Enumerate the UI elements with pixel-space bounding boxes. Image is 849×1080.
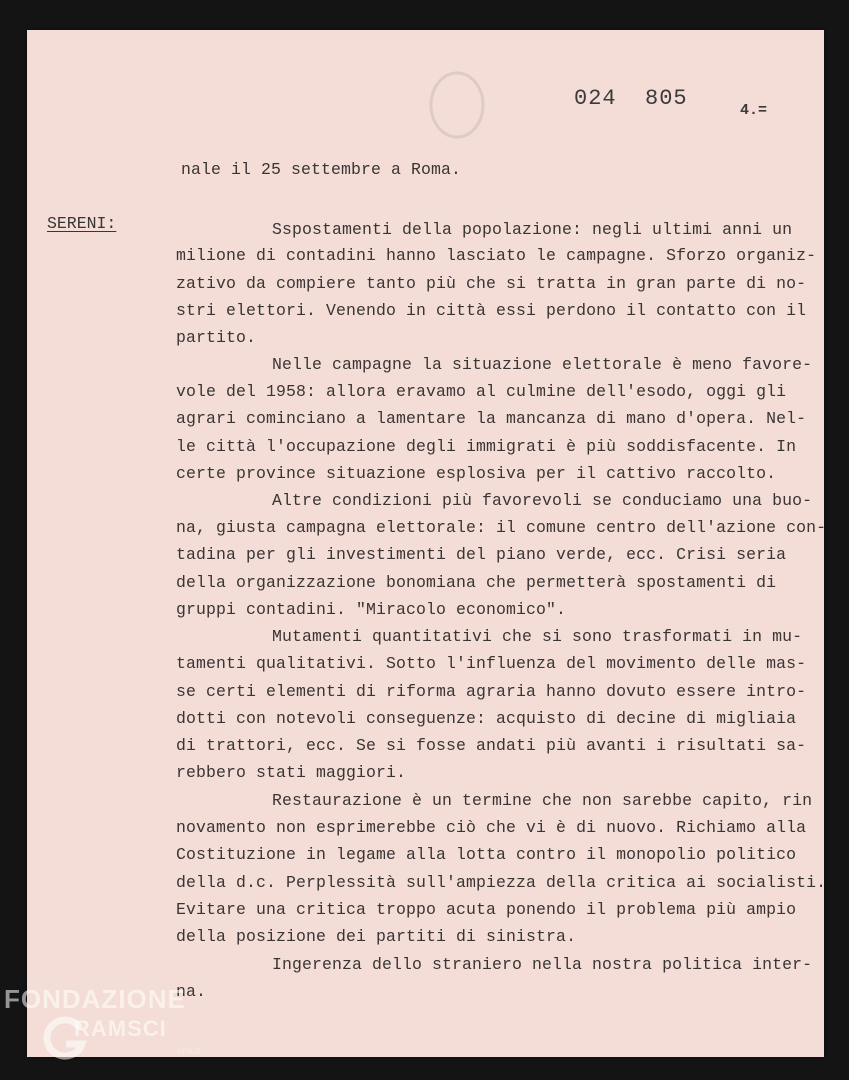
text-line: della organizzazione bonomiana che permetterà spostamenti di <box>176 573 777 592</box>
text-line: partito. <box>176 328 257 347</box>
text-line: certe province situazione esplosiva per il cattivo raccolto. <box>176 464 777 483</box>
text-line: na. <box>176 982 207 1001</box>
text-line: novamento non esprimerebbe ciò che vi è di nuovo. Richiamo alla <box>176 818 807 837</box>
text-line: Costituzione in legame alla lotta contro il monopolio politico <box>176 845 797 864</box>
text-line: zativo da compiere tanto più che si tratta in gran parte di no- <box>176 274 807 293</box>
watermark-line3: onlus <box>177 1046 201 1057</box>
text-line: agrari cominciano a lamentare la mancanza di mano d'opera. Nel- <box>176 409 807 428</box>
text-line: tadina per gli investimenti del piano verde, ecc. Crisi seria <box>176 545 787 564</box>
text-line: Sspostamenti della popolazione: negli ultimi anni un <box>272 220 793 239</box>
text-line: Nelle campagne la situazione elettorale è meno favore- <box>272 355 813 374</box>
text-line: Evitare una critica troppo acuta ponendo il problema più ampio <box>176 900 797 919</box>
text-line: di trattori, ecc. Se si fosse andati più avanti i risultati sa- <box>176 736 807 755</box>
text-line: stri elettori. Venendo in città essi perdono il contatto con il <box>176 301 807 320</box>
text-line: tamenti qualitativi. Sotto l'influenza del movimento delle mas- <box>176 654 807 673</box>
text-line: dotti con notevoli conseguenze: acquisto di decine di migliaia <box>176 709 797 728</box>
speaker-label: SERENI: <box>47 214 117 233</box>
text-line: rebbero stati maggiori. <box>176 763 407 782</box>
watermark-line1: FONDAZIONE <box>4 984 186 1014</box>
page-number: 4.= <box>740 102 768 119</box>
text-line: Altre condizioni più favorevoli se conduciamo una buo- <box>272 491 813 510</box>
text-line: na, giusta campagna elettorale: il comune centro dell'azione con- <box>176 518 827 537</box>
text-line: le città l'occupazione degli immigrati è più soddisfacente. In <box>176 437 797 456</box>
watermark-line2: RAMSCI <box>74 1016 167 1041</box>
text-line: se certi elementi di riforma agraria hanno dovuto essere intro- <box>176 682 807 701</box>
watermark-logo <box>4 984 214 1064</box>
text-line: nale il 25 settembre a Roma. <box>181 160 462 179</box>
document-number: 024 805 <box>574 86 688 111</box>
text-line: Ingerenza dello straniero nella nostra politica inter- <box>272 955 813 974</box>
text-line: vole del 1958: allora eravamo al culmine dell'esodo, oggi gli <box>176 382 787 401</box>
text-line: gruppi contadini. "Miracolo economico". <box>176 600 567 619</box>
text-line: della posizione dei partiti di sinistra. <box>176 927 577 946</box>
text-line: Restaurazione è un termine che non sarebbe capito, rin <box>272 791 813 810</box>
text-line: Mutamenti quantitativi che si sono trasformati in mu- <box>272 627 803 646</box>
faint-stamp-icon <box>427 70 487 140</box>
text-line: milione di contadini hanno lasciato le campagne. Sforzo organiz- <box>176 246 817 265</box>
text-line: della d.c. Perplessità sull'ampiezza della critica ai socialisti. <box>176 873 827 892</box>
